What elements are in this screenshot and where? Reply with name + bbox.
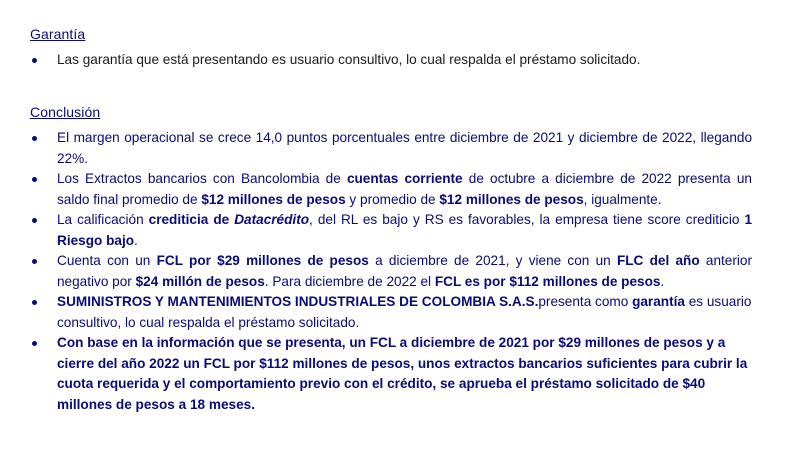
- bullet-icon: [32, 177, 37, 182]
- list-item: Las garantía que está presentando es usuario consultivo, lo cual respalda el préstamo solicitado.: [30, 50, 752, 71]
- list-item: Con base en la información que se presenta, un FCL a diciembre de 2021 por $29 millones de pesos y a cierre del año 2022 un FCL por $112 millones de pesos, unos extractos bancarios suficientes para cubrir la cuota requerida y el comportamiento previo con el crédito, se aprueba el préstamo solicitado de $40 millones de pesos a 18 meses.: [30, 333, 752, 415]
- garantia-list: [30, 50, 752, 71]
- bullet-icon: [32, 136, 37, 141]
- list-item: Cuenta con un FCL por $29 millones de pesos a diciembre de 2021, y viene con un FLC del año anterior negativo por $24 millón de pesos. Para diciembre de 2022 el FCL es por $112 millones de pesos.: [30, 251, 752, 292]
- bullet-icon: [32, 259, 37, 264]
- list-item: El margen operacional se crece 14,0 puntos porcentuales entre diciembre de 2021 y diciembre de 2022, llegando 22%.: [30, 128, 752, 169]
- conclusion-list: [30, 128, 752, 415]
- bullet-icon: [32, 58, 37, 63]
- list-item: SUMINISTROS Y MANTENIMIENTOS INDUSTRIALES DE COLOMBIA S.A.S.presenta como garantía es usuario consultivo, lo cual respalda el préstamo solicitado.: [30, 292, 752, 333]
- bullet-icon: [32, 300, 37, 305]
- list-item: La calificación crediticia de Datacrédito, del RL es bajo y RS es favorables, la empresa tiene score crediticio 1 Riesgo bajo.: [30, 210, 752, 251]
- heading-garantia: Garantía: [30, 26, 86, 42]
- bullet-icon: [32, 218, 37, 223]
- list-item: Los Extractos bancarios con Bancolombia de cuentas corriente de octubre a diciembre de 2022 presenta un saldo final promedio de $12 millones de pesos y promedio de $12 millones de pesos, igualmente.: [30, 169, 752, 210]
- bullet-icon: [32, 341, 37, 346]
- heading-conclusion: Conclusión: [30, 104, 101, 120]
